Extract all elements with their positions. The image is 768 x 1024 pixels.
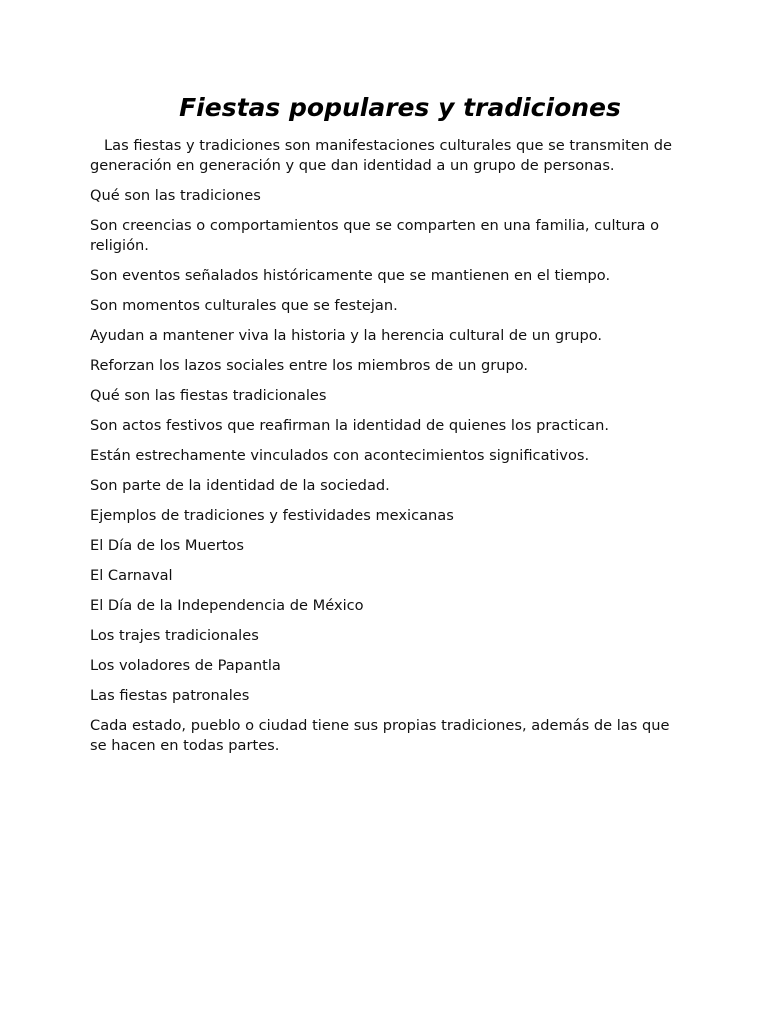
paragraph: Reforzan los lazos sociales entre los miembros de un grupo. [90,357,529,374]
document-body [90,136,690,766]
paragraph: Ayudan a mantener viva la historia y la herencia cultural de un grupo. [90,327,603,344]
paragraph: Son actos festivos que reafirman la identidad de quienes los practican. [90,417,610,434]
example-item: Las fiestas patronales [90,687,250,704]
example-item: El Día de la Independencia de México [90,597,364,614]
example-item: El Día de los Muertos [90,537,244,554]
example-item: Los trajes tradicionales [90,627,259,644]
page-title: Fiestas populares y tradiciones [179,93,621,122]
intro-paragraph: Las fiestas y tradiciones son manifestaciones culturales que se transmiten de generación en generación y que dan identidad a un grupo de personas. [90,137,672,174]
example-item: Los voladores de Papantla [90,657,281,674]
paragraph: Son eventos señalados históricamente que se mantienen en el tiempo. [90,267,611,284]
paragraph: Están estrechamente vinculados con acontecimientos significativos. [90,447,590,464]
paragraph: Son momentos culturales que se festejan. [90,297,398,314]
closing-paragraph: Cada estado, pueblo o ciudad tiene sus propias tradiciones, además de las que se hacen en todas partes. [90,717,670,754]
section-heading-tradiciones: Qué son las tradiciones [90,187,261,204]
paragraph: Son creencias o comportamientos que se comparten en una familia, cultura o religión. [90,217,659,254]
paragraph: Son parte de la identidad de la sociedad. [90,477,390,494]
section-heading-fiestas: Qué son las fiestas tradicionales [90,387,327,404]
section-heading-ejemplos: Ejemplos de tradiciones y festividades mexicanas [90,507,454,524]
example-item: El Carnaval [90,567,173,584]
